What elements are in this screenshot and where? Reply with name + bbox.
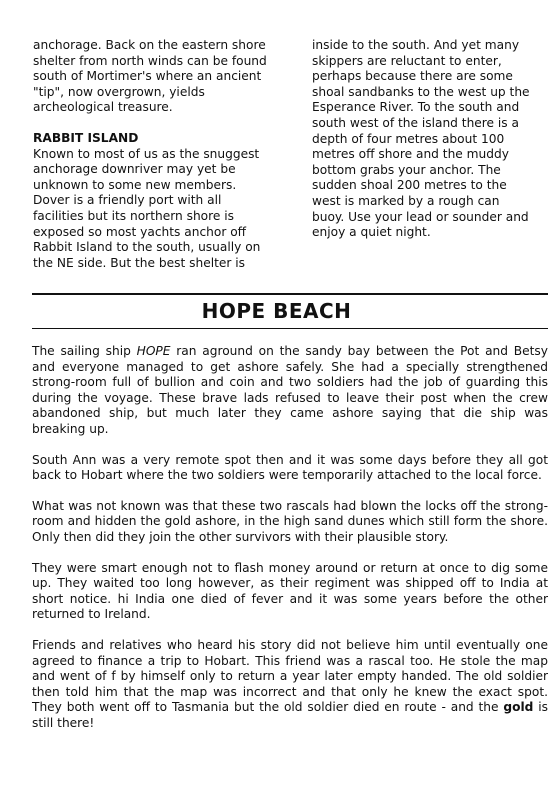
gold-word: gold (503, 700, 534, 715)
story-p1-start: The sailing ship (32, 344, 137, 358)
story-p5-end: is still there! (32, 700, 548, 730)
story-p5-start: Friends and relatives who heard his story did not believe him until eventually one agreed to finance a trip to Hobart. This friend was a rascal too. He stole the map and went of f by himself only to return a year later empty handed. The old soldier then told him that the map was incorrect and that only he knew the exact spot. They both went off to Tasmania but the old soldier died en route - and the (32, 637, 548, 715)
section-divider-top (32, 293, 548, 295)
south-shelter-paragraph: inside to the south. And yet many skippers are reluctant to enter, perhaps because there are some shoal sandbanks to the west up the Esperance River. To the south and south west of the island there is a depth of four metres about 100 metres off shore and the muddy bottom grabs your anchor. The sudden shoal 200 metres to the west is marked by a rough can buoy. Use your lead or sounder and enjoy a quiet night. (312, 38, 530, 240)
hope-beach-story (32, 344, 548, 731)
story-paragraph-5 (32, 638, 548, 732)
rabbit-island-heading: RABBIT ISLAND (33, 130, 139, 145)
story-paragraph-4: They were smart enough not to flash money around or return at once to dig some up. They waited too long however, as their regiment was shipped off to India at short notice. hi India one died of fever and it was some years before the other returned to Ireland. (32, 560, 548, 622)
story-p1-rest: ran aground on the sandy bay between the Pot and Betsy and everyone managed to get ashore safely. She had a specially strengthened strong-room full of bullion and coin and two soldiers had the job of guarding this during the voyage. These brave lads refused to leave their post when the crew abandoned ship, but much later they came ashore saying that die ship was breaking up. (32, 344, 548, 436)
story-paragraph-3: What was not known was that these two rascals had blown the locks off the strong-room and hidden the gold ashore, in the high sand dunes which still form the shore. Only then did they join the other survivors with their plausible story. (32, 498, 548, 544)
story-paragraph-1 (32, 344, 548, 438)
section-title: HOPE BEACH (201, 299, 352, 323)
section-divider-bottom (32, 328, 548, 329)
rabbit-island-paragraph: Known to most of us as the snuggest anchorage downriver may yet be unknown to some new members. Dover is a friendly port with all facilities but its northern shore is exposed so most yachts anchor off Rabbit Island to the south, usually on the NE side. But the best shelter is (33, 146, 261, 270)
ship-name: HOPE (136, 344, 171, 358)
anchorage-paragraph: anchorage. Back on the eastern shore shelter from north winds can be found south of Mortimer's where an ancient "tip", now overgrown, yields archeological treasure. (33, 38, 267, 115)
paragraph-gap (33, 116, 273, 131)
left-column (33, 38, 273, 271)
right-column (312, 38, 530, 241)
story-paragraph-2: South Ann was a very remote spot then and it was some days before they all got back to Hobart where the two soldiers were temporarily attached to the local force. (32, 452, 548, 483)
